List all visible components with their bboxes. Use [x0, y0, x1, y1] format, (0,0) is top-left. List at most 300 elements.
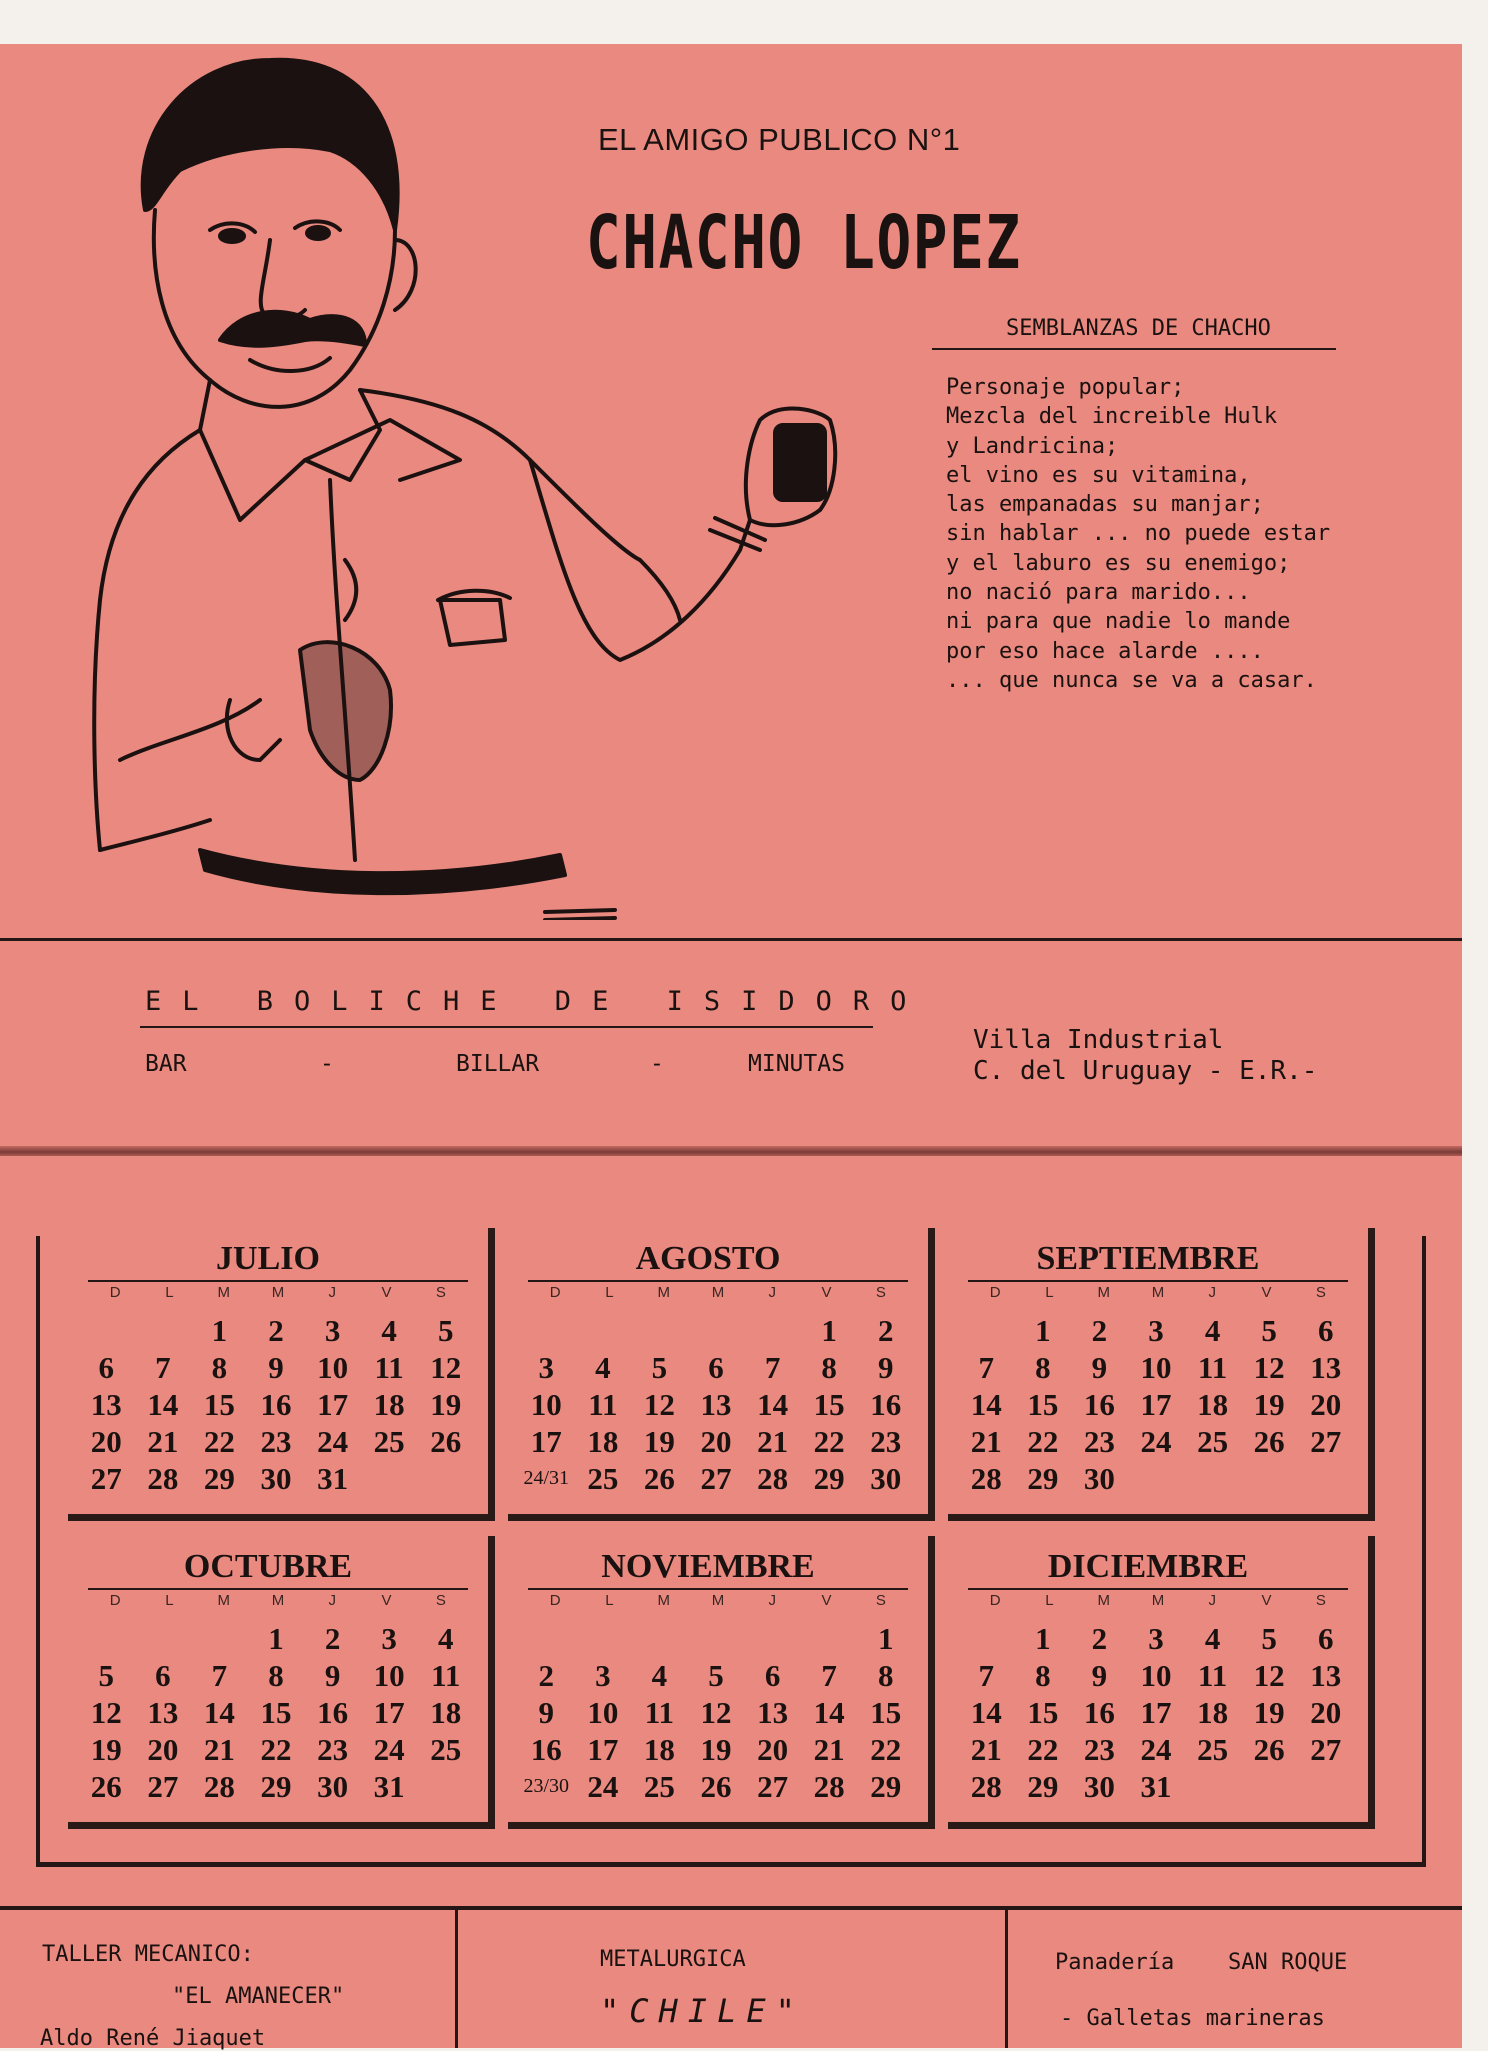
day-cell: 17 — [373, 1695, 405, 1730]
day-cell — [575, 1620, 632, 1657]
day-cell: 2 — [324, 1621, 341, 1656]
weekday-header — [528, 1592, 908, 1609]
day-cell: 23 — [317, 1732, 349, 1767]
day-cell: 7 — [978, 1658, 995, 1693]
day-cell: 22 — [813, 1424, 845, 1459]
day-cell: 15 — [813, 1387, 845, 1422]
day-cell: 18 — [1197, 1387, 1229, 1422]
day-cell: 10 — [587, 1695, 619, 1730]
day-cell: 18 — [430, 1695, 462, 1730]
day-cell: 16 — [870, 1387, 902, 1422]
day-cell: 16 — [260, 1387, 292, 1422]
day-cell: 9 — [268, 1350, 284, 1385]
taller-name: "EL AMANECER" — [172, 1984, 345, 2009]
day-cell: 14 — [757, 1387, 789, 1422]
day-cell: 4 — [381, 1313, 397, 1348]
weekday-label: S — [1315, 1284, 1326, 1301]
day-cell: 21 — [757, 1424, 789, 1459]
day-cell: 4 — [1204, 1621, 1221, 1656]
day-cell — [191, 1620, 248, 1657]
day-cell: 23 — [1083, 1732, 1115, 1767]
day-cell: 12 — [1253, 1350, 1285, 1385]
day-cell: 24 — [317, 1424, 349, 1459]
day-cell: 1 — [1035, 1313, 1051, 1348]
day-cell: 12 — [90, 1695, 122, 1730]
day-cell: 22 — [203, 1424, 235, 1459]
poem-text — [946, 373, 1330, 695]
day-cell: 3 — [595, 1658, 611, 1693]
day-cell: 23 — [1083, 1424, 1115, 1459]
day-cell: 15 — [870, 1695, 902, 1730]
day-cell: 20 — [1310, 1695, 1342, 1730]
weekday-label: M — [217, 1592, 230, 1609]
day-cell — [744, 1312, 801, 1349]
day-cell: 22 — [870, 1732, 902, 1767]
day-cell: 8 — [821, 1350, 837, 1385]
day-cell: 29 — [203, 1461, 235, 1496]
day-cell: 25 — [1197, 1732, 1229, 1767]
day-cell: 27 — [1310, 1424, 1342, 1459]
day-cell: 21 — [970, 1424, 1002, 1459]
service-billar: BILLAR — [456, 1051, 540, 1077]
day-cell: 10 — [1140, 1658, 1172, 1693]
day-cell: 6 — [98, 1350, 115, 1385]
day-cell: 11 — [588, 1387, 618, 1422]
day-cell: 17 — [1140, 1695, 1172, 1730]
weekday-label: L — [1045, 1284, 1054, 1301]
month-name: SEPTIEMBRE — [1036, 1240, 1260, 1277]
poem-line: no nació para marido... — [946, 580, 1251, 606]
day-cell: 10 — [530, 1387, 562, 1422]
day-cell: 27 — [147, 1769, 179, 1804]
day-cell — [78, 1620, 135, 1657]
day-cell: 19 — [1253, 1695, 1285, 1730]
weekday-label: V — [821, 1284, 832, 1301]
weekday-label: M — [1151, 1284, 1165, 1301]
day-cell: 24/31 — [523, 1467, 570, 1489]
day-cell: 18 — [1197, 1695, 1229, 1730]
weekday-label: D — [989, 1592, 1001, 1609]
caricature-illustration — [60, 40, 860, 920]
day-cell: 15 — [203, 1387, 235, 1422]
day-cell: 22 — [260, 1732, 292, 1767]
day-cell: 26 — [430, 1424, 462, 1459]
weekday-label: M — [1097, 1284, 1110, 1301]
weekday-label: S — [435, 1592, 446, 1609]
day-cell: 7 — [978, 1350, 995, 1385]
day-cell: 11 — [1197, 1350, 1228, 1385]
day-cell: 28 — [813, 1769, 845, 1804]
weekday-label: D — [549, 1592, 561, 1609]
day-cell: 17 — [317, 1387, 349, 1422]
day-cell: 29 — [813, 1461, 845, 1496]
day-cell: 26 — [1253, 1424, 1285, 1459]
day-cell: 9 — [1091, 1350, 1108, 1385]
poem-line: el vino es su vitamina, — [946, 462, 1251, 488]
day-cell — [135, 1312, 192, 1349]
weekday-label: M — [711, 1284, 725, 1301]
poem-line: ... que nunca se va a casar. — [946, 667, 1317, 693]
day-cell: 8 — [1035, 1658, 1051, 1693]
day-cell: 4 — [437, 1621, 454, 1656]
day-cell: 14 — [970, 1695, 1002, 1730]
day-cell: 16 — [1083, 1695, 1115, 1730]
weekday-label: L — [165, 1592, 174, 1609]
service-minutas: MINUTAS — [748, 1051, 845, 1077]
month-name: NOVIEMBRE — [601, 1548, 815, 1585]
day-cell: 28 — [970, 1461, 1002, 1496]
day-cell: 28 — [970, 1769, 1002, 1804]
day-grid — [78, 1620, 474, 1805]
weekday-label: V — [821, 1592, 832, 1609]
day-cell: 2 — [1091, 1313, 1108, 1348]
service-bar: BAR — [145, 1051, 187, 1077]
month-septiembre — [948, 1228, 1375, 1521]
day-cell: 9 — [324, 1658, 341, 1693]
day-cell: 3 — [538, 1350, 555, 1385]
weekday-label: J — [768, 1284, 777, 1301]
weekday-label: V — [1261, 1592, 1272, 1609]
day-cell: 17 — [530, 1424, 562, 1459]
day-cell: 22 — [1027, 1424, 1059, 1459]
day-cell: 26 — [643, 1461, 675, 1496]
day-cell: 15 — [1027, 1387, 1059, 1422]
business-name: EL BOLICHE DE ISIDORO — [145, 986, 928, 1017]
day-cell — [958, 1312, 1015, 1349]
weekday-label: S — [435, 1284, 446, 1301]
month-underline — [968, 1280, 1348, 1282]
day-cell — [575, 1312, 632, 1349]
day-cell: 24 — [587, 1769, 619, 1804]
day-cell: 27 — [90, 1461, 122, 1496]
day-cell: 2 — [1091, 1621, 1108, 1656]
day-cell: 5 — [651, 1350, 668, 1385]
day-cell — [958, 1620, 1015, 1657]
day-cell: 4 — [1204, 1313, 1221, 1348]
day-cell: 12 — [430, 1350, 462, 1385]
day-cell: 5 — [437, 1313, 454, 1348]
address-line-2: C. del Uruguay - E.R.- — [973, 1056, 1318, 1086]
day-cell: 16 — [317, 1695, 349, 1730]
day-cell: 3 — [1148, 1313, 1164, 1348]
service-separator: - — [650, 1051, 664, 1077]
weekday-label: D — [109, 1284, 121, 1301]
day-cell: 20 — [700, 1424, 732, 1459]
day-cell — [801, 1620, 858, 1657]
poem-line: Mezcla del increible Hulk — [946, 404, 1278, 430]
day-cell: 7 — [764, 1350, 781, 1385]
day-cell: 5 — [1261, 1621, 1277, 1656]
day-cell: 9 — [877, 1350, 894, 1385]
day-cell — [518, 1620, 575, 1657]
day-cell: 1 — [821, 1313, 837, 1348]
footer-divider-1 — [455, 1910, 458, 2048]
day-cell: 8 — [1035, 1350, 1051, 1385]
day-cell — [688, 1620, 745, 1657]
day-cell: 19 — [643, 1424, 675, 1459]
headline-name: CHACHO LOPEZ — [586, 200, 1022, 286]
day-cell: 29 — [870, 1769, 902, 1804]
month-underline — [88, 1588, 468, 1590]
weekday-label: V — [1261, 1284, 1272, 1301]
weekday-label: L — [165, 1284, 174, 1301]
month-octubre — [68, 1536, 495, 1829]
metal-label: METALURGICA — [600, 1947, 746, 1972]
day-cell: 30 — [870, 1461, 902, 1496]
day-cell: 28 — [203, 1769, 235, 1804]
address-line-1: Villa Industrial — [973, 1025, 1224, 1055]
day-cell: 25 — [1197, 1424, 1229, 1459]
day-cell: 6 — [764, 1658, 781, 1693]
day-cell — [688, 1312, 745, 1349]
day-grid — [958, 1312, 1354, 1497]
day-cell: 21 — [970, 1732, 1002, 1767]
month-name: DICIEMBRE — [1047, 1548, 1249, 1585]
day-cell: 5 — [708, 1658, 724, 1693]
weekday-header — [88, 1284, 468, 1301]
day-cell: 14 — [813, 1695, 845, 1730]
day-cell: 10 — [373, 1658, 405, 1693]
day-cell: 18 — [587, 1424, 619, 1459]
month-noviembre — [508, 1536, 935, 1829]
day-cell: 27 — [1310, 1732, 1342, 1767]
day-cell: 7 — [821, 1658, 837, 1693]
day-cell: 28 — [147, 1461, 179, 1496]
weekday-label: V — [381, 1284, 392, 1301]
day-cell: 8 — [877, 1658, 894, 1693]
day-cell: 23 — [870, 1424, 902, 1459]
day-cell: 14 — [147, 1387, 179, 1422]
month-name: JULIO — [216, 1240, 320, 1277]
day-cell: 25 — [587, 1461, 619, 1496]
day-cell: 1 — [1035, 1621, 1051, 1656]
day-cell: 13 — [700, 1387, 732, 1422]
taller-label: TALLER MECANICO: — [42, 1942, 254, 1967]
day-cell: 11 — [644, 1695, 675, 1730]
day-cell: 21 — [147, 1424, 179, 1459]
month-diciembre — [948, 1536, 1375, 1829]
day-cell: 7 — [211, 1658, 228, 1693]
poem-line: sin hablar ... no puede estar — [946, 521, 1331, 547]
day-cell: 1 — [877, 1621, 894, 1656]
month-agosto — [508, 1228, 935, 1521]
day-cell: 12 — [1253, 1658, 1285, 1693]
day-cell: 23 — [260, 1424, 292, 1459]
day-cell: 8 — [268, 1658, 284, 1693]
weekday-header — [968, 1284, 1348, 1301]
headline-subtitle: EL AMIGO PUBLICO N°1 — [598, 122, 961, 157]
footer-top-rule — [0, 1906, 1462, 1910]
day-cell: 16 — [530, 1732, 562, 1767]
day-cell: 29 — [260, 1769, 292, 1804]
weekday-label: M — [1097, 1592, 1110, 1609]
day-cell: 4 — [595, 1350, 611, 1385]
day-cell: 10 — [1140, 1350, 1172, 1385]
month-underline — [88, 1280, 468, 1282]
day-cell: 6 — [708, 1350, 724, 1385]
weekday-label: J — [1208, 1592, 1217, 1609]
day-cell: 30 — [317, 1769, 349, 1804]
day-cell: 22 — [1027, 1732, 1059, 1767]
day-cell: 19 — [90, 1732, 122, 1767]
day-cell: 18 — [373, 1387, 405, 1422]
weekday-label: L — [605, 1592, 614, 1609]
day-cell: 20 — [1310, 1387, 1342, 1422]
business-underline — [140, 1026, 873, 1028]
day-cell: 24 — [1140, 1732, 1172, 1767]
day-cell: 24 — [1140, 1424, 1172, 1459]
poem-line: y Landricina; — [946, 433, 1119, 459]
day-cell: 4 — [651, 1658, 668, 1693]
day-cell: 12 — [643, 1387, 675, 1422]
poem-title: SEMBLANZAS DE CHACHO — [1006, 316, 1271, 341]
day-cell: 11 — [1197, 1658, 1228, 1693]
bakery-name: SAN ROQUE — [1228, 1950, 1348, 1975]
weekday-label: S — [1315, 1592, 1326, 1609]
day-cell: 17 — [1140, 1387, 1172, 1422]
day-cell: 19 — [430, 1387, 462, 1422]
day-cell: 30 — [1083, 1769, 1115, 1804]
day-cell: 17 — [587, 1732, 619, 1767]
day-cell: 10 — [317, 1350, 349, 1385]
day-grid — [78, 1312, 474, 1497]
poem-line: ni para que nadie lo mande — [946, 609, 1291, 635]
weekday-label: S — [875, 1592, 886, 1609]
day-cell: 30 — [260, 1461, 292, 1496]
day-cell: 20 — [90, 1424, 122, 1459]
month-underline — [528, 1588, 908, 1590]
day-cell — [78, 1312, 135, 1349]
day-cell: 7 — [155, 1350, 171, 1385]
day-cell: 1 — [211, 1313, 228, 1348]
day-cell: 25 — [430, 1732, 462, 1767]
poem-line: y el laburo es su enemigo; — [946, 550, 1291, 576]
day-cell: 20 — [147, 1732, 179, 1767]
bakery-item: - Galletas marineras — [1060, 2006, 1325, 2031]
weekday-label: M — [657, 1284, 670, 1301]
service-separator: - — [320, 1051, 334, 1077]
day-cell: 25 — [373, 1424, 405, 1459]
weekday-header — [528, 1284, 908, 1301]
month-underline — [968, 1588, 1348, 1590]
bakery-label: Panadería — [1055, 1950, 1175, 1975]
weekday-label: J — [1208, 1284, 1217, 1301]
day-cell: 31 — [1140, 1769, 1172, 1804]
weekday-label: D — [109, 1592, 121, 1609]
day-cell: 6 — [1317, 1621, 1334, 1656]
day-cell: 31 — [317, 1461, 349, 1496]
weekday-label: M — [1151, 1592, 1165, 1609]
poem-title-underline — [932, 348, 1336, 350]
weekday-label: M — [271, 1592, 285, 1609]
day-cell: 11 — [431, 1658, 461, 1693]
weekday-label: L — [605, 1284, 614, 1301]
day-cell: 18 — [643, 1732, 675, 1767]
day-cell: 31 — [373, 1769, 405, 1804]
weekday-label: D — [989, 1284, 1001, 1301]
day-cell: 11 — [374, 1350, 404, 1385]
day-cell: 9 — [1091, 1658, 1108, 1693]
day-cell: 21 — [813, 1732, 845, 1767]
weekday-label: M — [711, 1592, 725, 1609]
month-julio — [68, 1228, 495, 1521]
day-cell: 26 — [90, 1769, 122, 1804]
day-cell — [135, 1620, 192, 1657]
day-cell: 13 — [757, 1695, 789, 1730]
weekday-label: J — [328, 1284, 337, 1301]
weekday-label: S — [875, 1284, 886, 1301]
day-cell: 3 — [1148, 1621, 1164, 1656]
poem-line: Personaje popular; — [946, 375, 1185, 400]
day-cell: 6 — [1317, 1313, 1334, 1348]
day-cell: 27 — [700, 1461, 732, 1496]
day-grid — [518, 1312, 914, 1497]
weekday-label: J — [768, 1592, 777, 1609]
day-cell — [631, 1620, 688, 1657]
day-cell: 15 — [260, 1695, 292, 1730]
day-grid — [958, 1620, 1354, 1805]
poem-line: las empanadas su manjar; — [946, 492, 1264, 518]
weekday-label: J — [328, 1592, 337, 1609]
day-cell: 23/30 — [523, 1775, 570, 1797]
day-cell: 30 — [1083, 1461, 1115, 1496]
month-underline — [528, 1280, 908, 1282]
day-cell: 12 — [700, 1695, 732, 1730]
day-cell: 19 — [700, 1732, 732, 1767]
day-cell: 8 — [211, 1350, 228, 1385]
day-cell: 20 — [757, 1732, 789, 1767]
day-cell: 28 — [757, 1461, 789, 1496]
day-cell: 24 — [373, 1732, 405, 1767]
day-cell: 1 — [268, 1621, 284, 1656]
day-cell: 26 — [700, 1769, 732, 1804]
day-cell: 19 — [1253, 1387, 1285, 1422]
day-cell: 13 — [1310, 1350, 1342, 1385]
day-cell: 13 — [147, 1695, 179, 1730]
day-cell: 2 — [877, 1313, 894, 1348]
month-name: OCTUBRE — [183, 1548, 353, 1585]
day-cell: 29 — [1027, 1461, 1059, 1496]
day-cell: 2 — [538, 1658, 555, 1693]
day-cell: 15 — [1027, 1695, 1059, 1730]
footer-divider-2 — [1005, 1910, 1008, 2048]
day-cell: 2 — [268, 1313, 284, 1348]
day-cell: 6 — [155, 1658, 171, 1693]
day-cell: 16 — [1083, 1387, 1115, 1422]
day-cell: 26 — [1253, 1732, 1285, 1767]
weekday-header — [88, 1592, 468, 1609]
weekday-header — [968, 1592, 1348, 1609]
poem-line: por eso hace alarde .... — [946, 638, 1264, 664]
weekday-label: M — [657, 1592, 670, 1609]
divider-line — [0, 938, 1462, 941]
taller-owner: Aldo René Jiaquet — [40, 2026, 266, 2051]
weekday-label: M — [271, 1284, 285, 1301]
day-cell: 9 — [538, 1695, 555, 1730]
day-cell — [518, 1312, 575, 1349]
day-cell — [631, 1312, 688, 1349]
day-grid — [518, 1620, 914, 1805]
weekday-label: M — [217, 1284, 230, 1301]
day-cell: 14 — [203, 1695, 235, 1730]
month-name: AGOSTO — [635, 1240, 781, 1277]
day-cell: 5 — [98, 1658, 115, 1693]
weekday-label: V — [381, 1592, 392, 1609]
day-cell: 3 — [324, 1313, 341, 1348]
day-cell: 3 — [381, 1621, 397, 1656]
weekday-label: D — [549, 1284, 561, 1301]
day-cell: 25 — [643, 1769, 675, 1804]
